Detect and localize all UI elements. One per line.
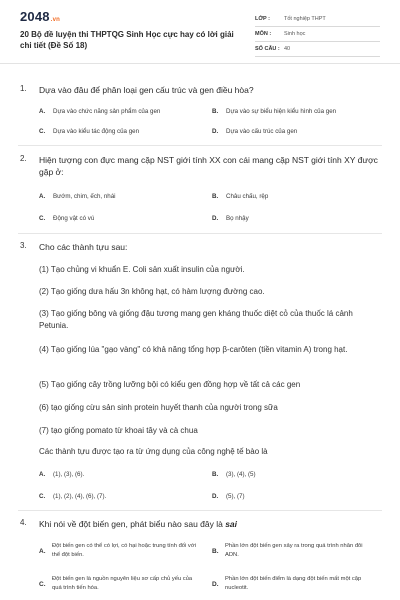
option-key: B.: [212, 193, 219, 200]
option-key: B.: [212, 548, 219, 555]
statement-6: (6) tạo giống cừu sản sinh protein huyết thanh của người trong sữa: [39, 403, 278, 412]
option-text: (3), (4), (5): [226, 471, 256, 478]
meta-row-question-count: [255, 44, 380, 57]
q3-option-c[interactable]: [39, 492, 106, 501]
q4-option-c[interactable]: [39, 575, 209, 599]
meta-label: SỐ CÂU :: [255, 46, 280, 52]
q4-option-d[interactable]: [212, 575, 382, 599]
question-number: 1.: [20, 84, 27, 93]
option-key: A.: [39, 108, 46, 115]
question-divider: [18, 510, 382, 511]
question-line: Các thành tựu được tạo ra từ ứng dụng của công nghệ tế bào là: [39, 447, 268, 456]
question-divider: [18, 145, 382, 146]
option-key: C.: [39, 493, 46, 500]
option-key: C.: [39, 215, 46, 222]
question-divider: [18, 233, 382, 234]
question-text: Cho các thành tựu sau:: [39, 242, 128, 252]
q3-option-d[interactable]: [212, 492, 245, 501]
option-key: A.: [39, 548, 46, 555]
statement-5: (5) Tạo giống cây trồng lưỡng bội có kiểu gen đồng hợp về tất cả các gen: [39, 380, 301, 389]
option-key: A.: [39, 193, 46, 200]
option-key: D.: [212, 581, 219, 588]
q1-option-a[interactable]: [39, 107, 160, 116]
question-number: 2.: [20, 154, 27, 163]
q3-option-a[interactable]: [39, 470, 84, 479]
statement-2: (2) Tạo giống dưa hấu 3n không hạt, có hàm lượng đường cao.: [39, 287, 265, 296]
option-text: Châu chấu, rệp: [226, 193, 269, 200]
logo-suffix-text: .vn: [50, 17, 61, 23]
meta-label: MÔN :: [255, 31, 272, 37]
statement-4: (4) Tạo giống lúa "gạo vàng" có khả năng tổng hợp β-carôten (tiền vitamin A) trong hạt.: [39, 345, 348, 354]
q2-option-b[interactable]: [212, 192, 268, 201]
meta-row-class: [255, 14, 380, 27]
option-key: B.: [212, 471, 219, 478]
question-text: Hiện tượng con đực mang cặp NST giới tính XX con cái mang cặp NST giới tính XY được gặp ở:: [39, 155, 378, 177]
option-key: C.: [39, 581, 46, 588]
option-text: (1), (3), (6).: [53, 471, 85, 478]
q3-option-b[interactable]: [212, 470, 256, 479]
option-key: B.: [212, 108, 219, 115]
meta-row-subject: [255, 29, 380, 42]
question-text-main: Khi nói về đột biến gen, phát biểu nào sau đây là: [39, 519, 226, 529]
option-text: Đột biến gen là nguồn nguyên liệu sơ cấp chủ yếu của quá trình tiến hóa.: [52, 576, 193, 591]
meta-value: Tốt nghiệp THPT: [284, 16, 326, 22]
option-text: Bọ nhậy: [226, 215, 249, 222]
meta-label: LỚP :: [255, 16, 270, 22]
option-key: D.: [212, 215, 219, 222]
option-key: D.: [212, 493, 219, 500]
statement-3: (3) Tạo giống bông và giống đậu tương mang gen kháng thuốc diệt cỏ của thuốc lá cảnh Petunia.: [39, 309, 353, 330]
document-header: [0, 0, 400, 64]
q4-option-b[interactable]: [212, 542, 382, 566]
q1-option-d[interactable]: [212, 127, 297, 136]
question-text: [39, 518, 384, 530]
question-text: Dựa vào đâu để phân loại gen cấu trúc và gen điều hòa?: [39, 85, 254, 95]
q2-option-c[interactable]: [39, 214, 94, 223]
statement-1: (1) Tạo chủng vi khuẩn E. Coli sản xuất insulin của người.: [39, 265, 245, 274]
option-text: (1), (2), (4), (6), (7).: [53, 493, 107, 500]
statement-7: (7) tạo giống pomato từ khoai tây và cà chua: [39, 426, 198, 435]
option-text: Dựa vào cấu trúc của gen: [226, 128, 298, 135]
option-text: Động vật có vú: [53, 215, 95, 222]
q2-option-a[interactable]: [39, 192, 116, 201]
q4-option-a[interactable]: [39, 542, 209, 566]
option-text: Phần lớn đột biến gen xảy ra trong quá trình nhân đôi ADN.: [225, 543, 363, 558]
document-title: 20 Bộ đề luyện thi THPTQG Sinh Học cực hay có lời giải chi tiết (Đề Số 18): [20, 30, 234, 50]
logo-main-text: 2048: [20, 9, 50, 24]
option-key: C.: [39, 128, 46, 135]
site-logo[interactable]: [20, 9, 60, 24]
option-text: Dựa vào chức năng sản phẩm của gen: [53, 108, 161, 115]
option-text: Phần lớn đột biến điểm là dạng đột biến mất một cặp nucleotit.: [225, 576, 362, 591]
meta-value: 40: [284, 46, 291, 52]
option-text: Dựa vào sự biểu hiện kiểu hình của gen: [226, 108, 337, 115]
q1-option-b[interactable]: [212, 107, 336, 116]
q1-option-c[interactable]: [39, 127, 139, 136]
option-text: Dựa vào kiểu tác động của gen: [53, 128, 140, 135]
option-text: Bướm, chim, ếch, nhái: [53, 193, 116, 200]
question-number: 3.: [20, 241, 27, 250]
option-key: A.: [39, 471, 46, 478]
q2-option-d[interactable]: [212, 214, 249, 223]
option-key: D.: [212, 128, 219, 135]
option-text: (5), (7): [226, 493, 245, 500]
option-text: Đột biến gen có thể có lợi, có hại hoặc trung tính đối với thể đột biến.: [52, 543, 196, 558]
question-emphasis: sai: [225, 519, 238, 529]
question-number: 4.: [20, 518, 27, 527]
meta-value: Sinh học: [284, 31, 306, 37]
